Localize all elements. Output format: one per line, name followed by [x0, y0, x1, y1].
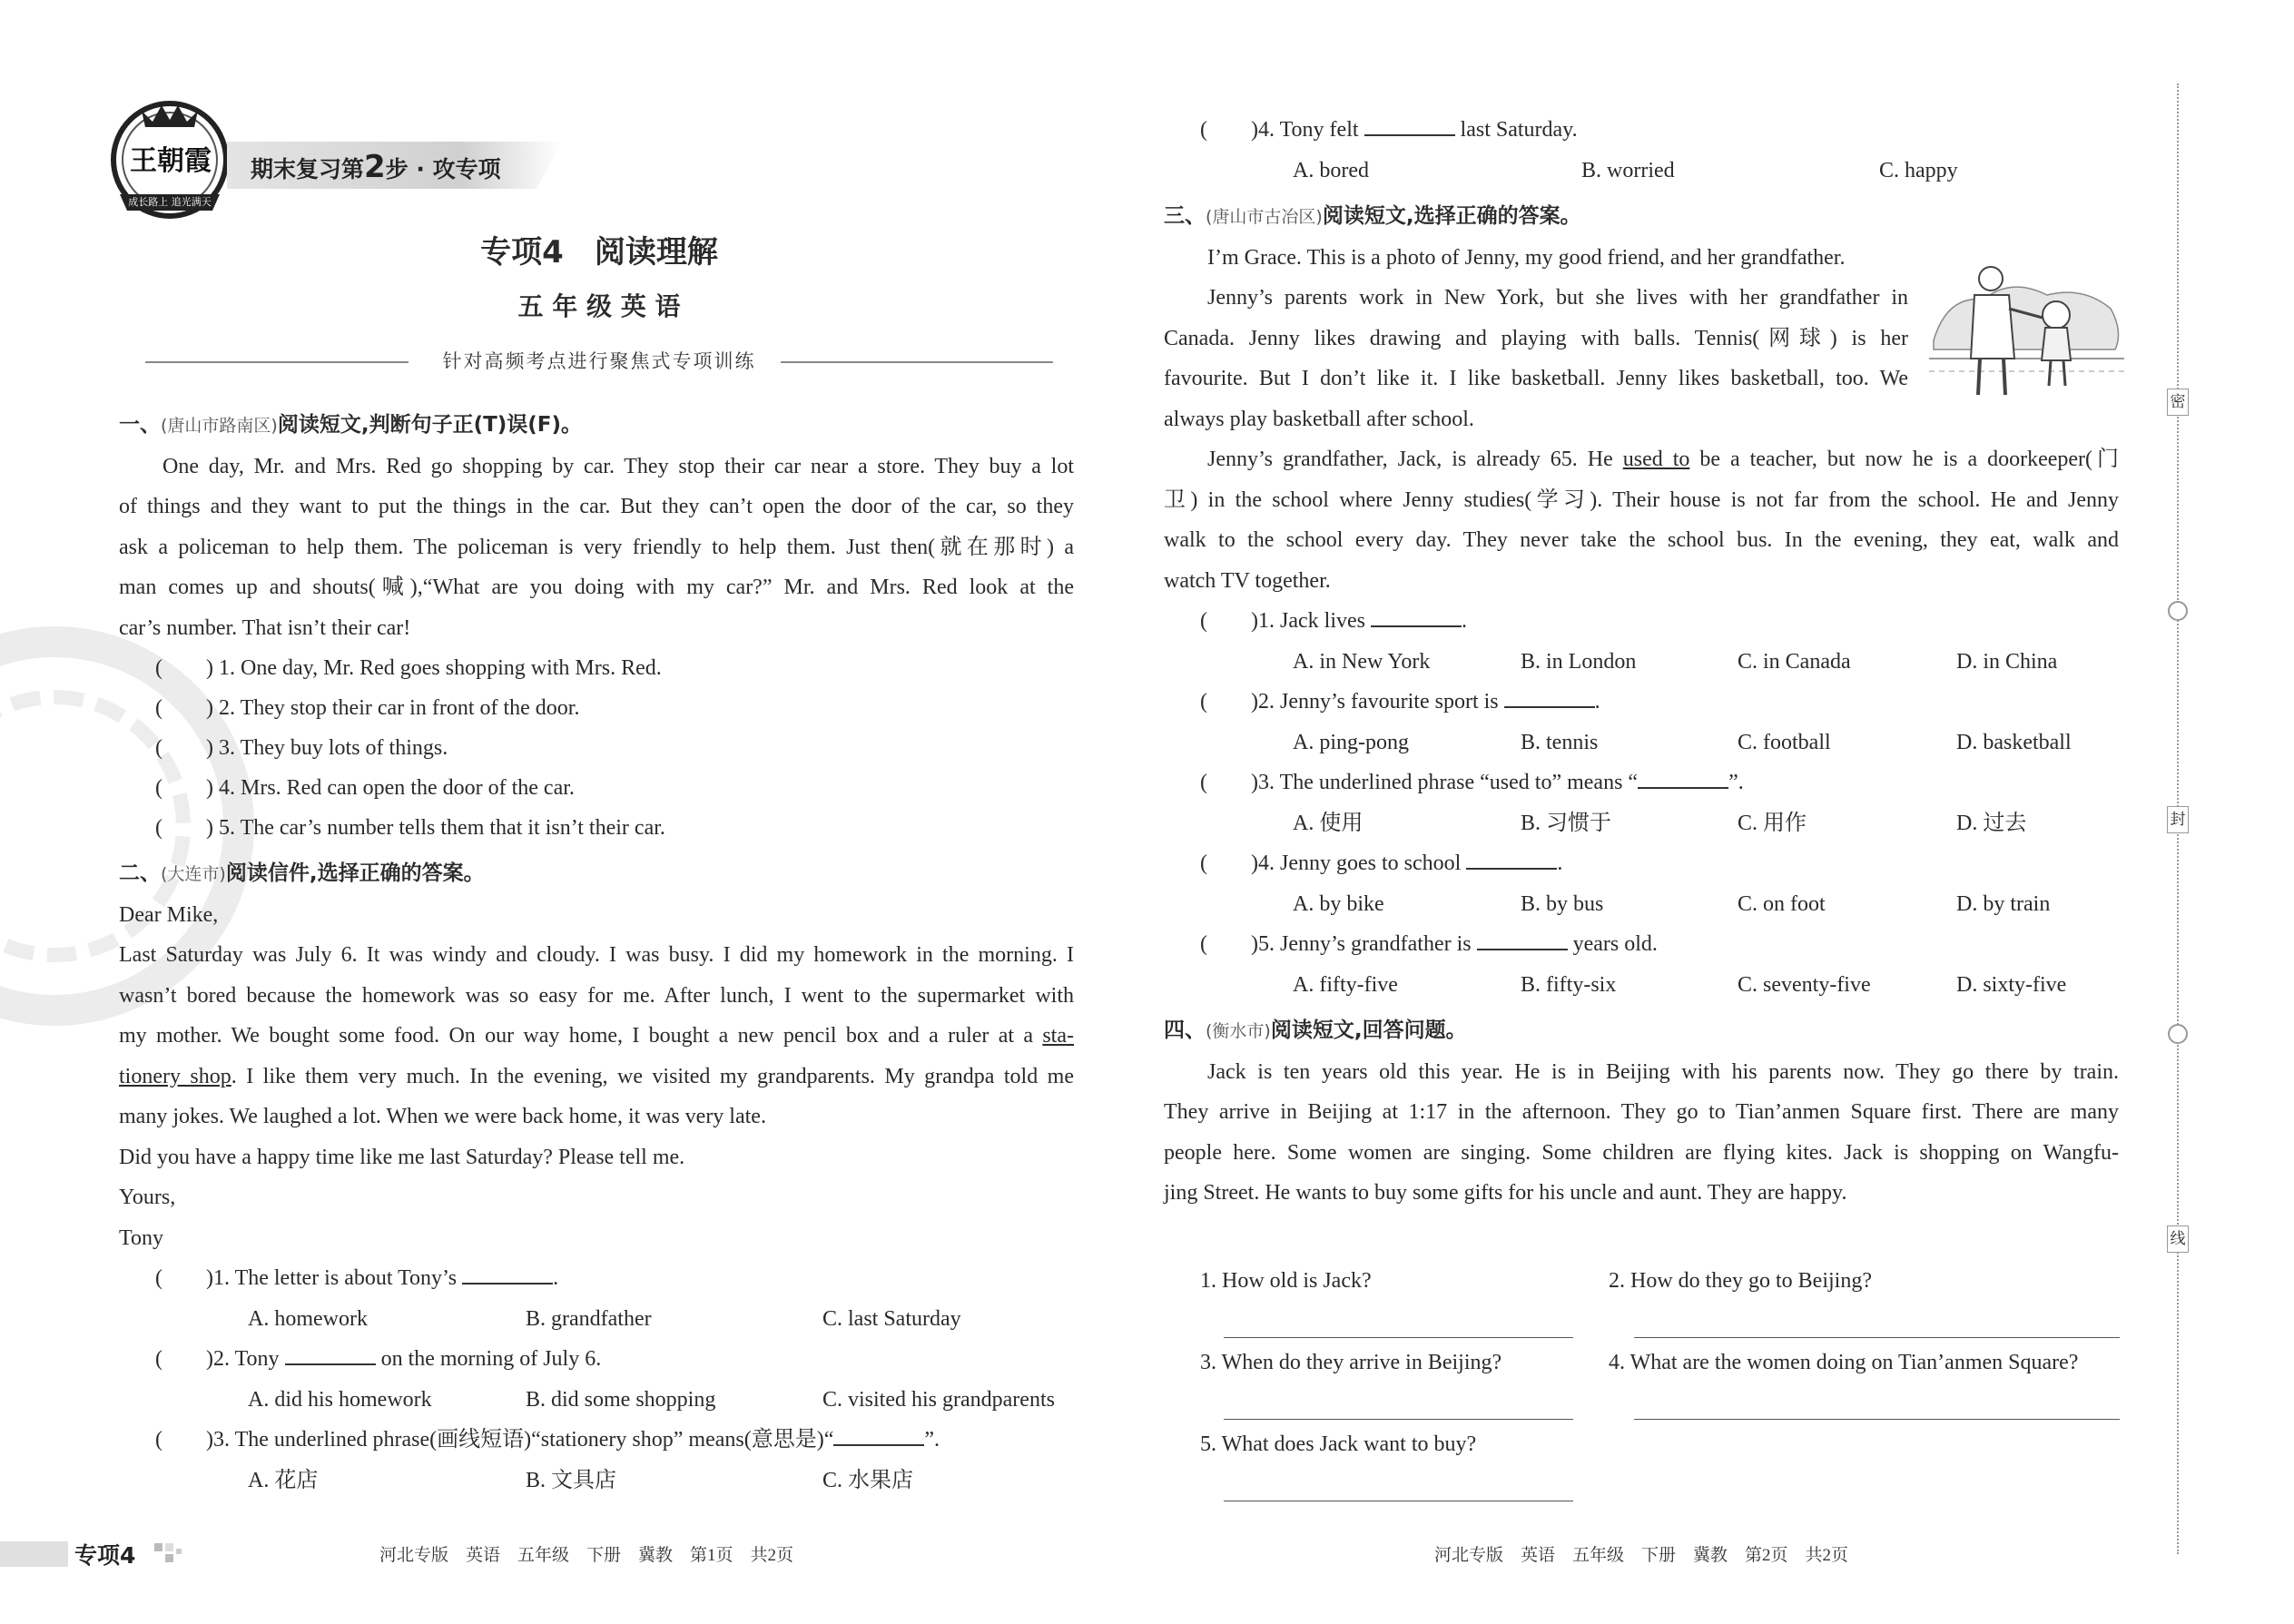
letter-line: Did you have a happy time like me last Saturday? Please tell me.	[119, 1145, 685, 1169]
option[interactable]: C. football	[1738, 730, 1831, 754]
option[interactable]: D. in China	[1956, 649, 2058, 674]
option[interactable]: B. did some shopping	[526, 1387, 716, 1412]
section3-passage-line: favourite. But I don’t like it. I like basketball. Jenny likes basketball, too. We	[1164, 367, 1908, 390]
option[interactable]: B. in London	[1521, 649, 1637, 674]
option[interactable]: A. fifty-five	[1293, 972, 1398, 997]
section1-passage-line: man comes up and shouts(喊),“What are you doing with my car?” Mr. and Mrs. Red look at the	[119, 576, 1074, 599]
option[interactable]: C. visited his grandparents	[822, 1387, 1055, 1412]
section2-question: ( ) 2. Tony on the morning of July 6.	[119, 1339, 1074, 1380]
section4-passage-line: jing Street. He wants to buy some gifts for his uncle and aunt. They are happy.	[1164, 1181, 1847, 1205]
letter-line: tionery shop. I like them very much. In the evening, we visited my grandparents. My grandpa told me	[119, 1064, 1074, 1088]
grandfather-girl-icon	[1929, 259, 2124, 404]
option[interactable]: D. basketball	[1956, 730, 2072, 754]
footer-bar	[0, 1541, 68, 1567]
section1-passage-line: of things and they want to put the things in the car. But they can’t open the door of the car, so they	[119, 495, 1074, 518]
option[interactable]: A. homework	[248, 1306, 368, 1331]
answer-paren[interactable]: ( )	[155, 776, 213, 800]
option[interactable]: B. grandfather	[526, 1306, 652, 1331]
letter-greeting: Dear Mike,	[119, 902, 219, 927]
answer-blank[interactable]	[833, 1422, 924, 1446]
section4-question: 5. What does Jack want to buy?	[1200, 1432, 1477, 1456]
section3-question: ( ) 5. Jenny’s grandfather is years old.	[1164, 924, 2119, 965]
section4-question: 3. When do they arrive in Beijing?	[1200, 1351, 1502, 1374]
option[interactable]: A. did his homework	[248, 1387, 432, 1412]
section1-question: ( ) 1. One day, Mr. Red goes shopping with Mrs. Red.	[119, 648, 1074, 688]
underlined-phrase: sta-	[1042, 1024, 1074, 1048]
section3-passage-line: Jenny’s grandfather, Jack, is already 65. He used to be a teacher, but now he is a doorkeeper(门	[1207, 448, 2119, 471]
section3-passage-line: Jenny’s parents work in New York, but she lives with her grandfather in	[1207, 286, 1908, 310]
footer-squares-icon	[154, 1543, 182, 1567]
option[interactable]: B. 文具店	[526, 1468, 617, 1492]
logo-text: 王朝霞	[130, 145, 212, 177]
binding-char: 密	[2167, 389, 2189, 416]
option[interactable]: D. by train	[1956, 891, 2051, 916]
footer-right: 河北专版 英语 五年级 下册 冀教 第2页 共2页	[1434, 1546, 1849, 1565]
answer-line[interactable]	[1224, 1419, 1573, 1420]
option[interactable]: C. 用作	[1738, 811, 1807, 835]
option[interactable]: A. bored	[1293, 158, 1369, 182]
section4-question: 4. What are the women doing on Tian’anmen Square?	[1609, 1351, 2079, 1374]
answer-line[interactable]	[1224, 1337, 1573, 1338]
option[interactable]: B. by bus	[1521, 891, 1604, 916]
page-subtitle: 五 年 级 英 语	[517, 291, 681, 321]
letter-closing: Yours,	[119, 1186, 176, 1209]
answer-blank[interactable]	[1466, 846, 1557, 870]
answer-blank[interactable]	[462, 1261, 553, 1284]
binding-hole-icon	[2168, 601, 2188, 621]
letter-line: wasn’t bored because the homework was so easy for me. After lunch, I went to the supermarket with	[119, 983, 1074, 1008]
section3-options	[1164, 965, 2119, 1006]
section4-question: 2. How do they go to Beijing?	[1609, 1269, 1872, 1293]
answer-line[interactable]	[1634, 1337, 2120, 1338]
answer-paren[interactable]: ( )	[155, 696, 213, 720]
section1-question: ( ) 3. They buy lots of things.	[119, 728, 1074, 768]
option[interactable]: B. fifty-six	[1521, 972, 1617, 997]
answer-paren[interactable]: ( )	[1200, 932, 1258, 956]
answer-paren[interactable]: ( )	[1200, 851, 1258, 875]
left-column	[119, 405, 1074, 1501]
option[interactable]: C. in Canada	[1738, 649, 1851, 674]
section3-question: ( ) 4. Jenny goes to school .	[1164, 843, 2119, 884]
option[interactable]: A. 花店	[248, 1468, 319, 1492]
answer-blank[interactable]	[285, 1342, 376, 1365]
option[interactable]: B. tennis	[1521, 730, 1599, 754]
binding-char: 线	[2167, 1225, 2189, 1253]
section1-passage-line: car’s number. That isn’t their car!	[119, 615, 411, 640]
section3-passage-line: walk to the school every day. They never take the school bus. In the evening, they eat, walk and	[1164, 528, 2119, 552]
letter-signature: Tony	[119, 1225, 163, 1250]
answer-line[interactable]	[1634, 1419, 2120, 1420]
letter-line: my mother. We bought some food. On our way home, I bought a new pencil box and a ruler at a sta-	[119, 1024, 1074, 1048]
section2-options	[119, 1299, 1074, 1340]
tagline-divider-right	[781, 361, 1053, 363]
section4-passage-line: Jack is ten years old this year. He is in Beijing with his parents now. They go there by train.	[1207, 1059, 2119, 1084]
section3-options	[1164, 642, 2119, 683]
section1-question: ( ) 2. They stop their car in front of the door.	[119, 688, 1074, 728]
grandfather-girl-illustration	[1929, 259, 2124, 404]
section3-question: ( ) 3. The underlined phrase “used to” means “ ”.	[1164, 763, 2119, 803]
answer-paren[interactable]: ( )	[155, 736, 213, 760]
section4-passage-line: They arrive in Beijing at 1:17 in the afternoon. They go to Tian’anmen Square first. There are many	[1164, 1100, 2119, 1124]
section1-question: ( ) 5. The car’s number tells them that it isn’t their car.	[119, 808, 1074, 848]
header-banner-text: 期末复习第2步 · 攻专项	[251, 149, 501, 185]
option[interactable]: A. ping-pong	[1293, 730, 1409, 754]
section4-question: 1. How old is Jack?	[1200, 1269, 1372, 1293]
answer-paren[interactable]: ( )	[155, 656, 213, 680]
footer-badge: 专项4	[74, 1542, 136, 1569]
section3-options	[1164, 723, 2119, 763]
answer-paren[interactable]: ( )	[1200, 609, 1258, 633]
section3-passage-line: watch TV together.	[1164, 568, 1331, 593]
footer-left: 河北专版 英语 五年级 下册 冀教 第1页 共2页	[379, 1546, 794, 1565]
answer-blank[interactable]	[1477, 927, 1568, 950]
page-title: 专项4 阅读理解	[480, 234, 718, 271]
option[interactable]: A. by bike	[1293, 891, 1384, 916]
section4-passage-line: people here. Some women are singing. Some children are flying kites. Jack is shopping on Wangfu-	[1164, 1140, 2119, 1165]
answer-paren[interactable]: ( )	[155, 816, 213, 840]
letter-line: many jokes. We laughed a lot. When we were back home, it was very late.	[119, 1105, 766, 1128]
answer-blank[interactable]	[1364, 113, 1455, 136]
option[interactable]: C. last Saturday	[822, 1306, 961, 1331]
section3-passage-line: 卫) in the school where Jenny studies(学习). Their house is not far from the school. He and Jenny	[1164, 487, 2119, 512]
section2-question: ( ) 4. Tony felt last Saturday.	[1164, 110, 2119, 151]
option[interactable]: D. sixty-five	[1956, 972, 2067, 997]
answer-paren[interactable]: ( )	[155, 1266, 213, 1290]
binding-hole-icon	[2168, 1024, 2188, 1044]
answer-blank[interactable]	[1504, 684, 1595, 708]
underlined-phrase: used to	[1622, 448, 1690, 471]
section3-passage-line: I’m Grace. This is a photo of Jenny, my good friend, and her grandfather.	[1207, 245, 1846, 270]
section2-heading: 二、(大连市)阅读信件,选择正确的答案。	[119, 861, 485, 885]
binding-char: 封	[2167, 806, 2189, 833]
option[interactable]: A. in New York	[1293, 649, 1431, 674]
option[interactable]: A. 使用	[1293, 811, 1364, 835]
section3-passage-line: Canada. Jenny likes drawing and playing with balls. Tennis(网球) is her	[1164, 326, 1908, 350]
answer-paren[interactable]: ( )	[155, 1428, 213, 1452]
section1-passage-line: ask a policeman to help them. The policeman is very friendly to help them. Just then(就在那时) a	[119, 535, 1074, 559]
answer-blank[interactable]	[1371, 604, 1462, 627]
answer-paren[interactable]: ( )	[1200, 771, 1258, 794]
option[interactable]: C. happy	[1879, 158, 1958, 182]
option[interactable]: B. worried	[1581, 158, 1675, 182]
section3-passage-line: always play basketball after school.	[1164, 407, 1474, 431]
letter-line: Last Saturday was July 6. It was windy and cloudy. I was busy. I did my homework in the morning. I	[119, 943, 1074, 967]
underlined-phrase: tionery shop	[119, 1064, 231, 1088]
section2-question: ( ) 3. The underlined phrase(画线短语)“stationery shop” means(意思是)“ ”.	[119, 1420, 1074, 1461]
option[interactable]: C. seventy-five	[1738, 972, 1871, 997]
section2-options	[119, 1380, 1074, 1421]
option[interactable]: C. on foot	[1738, 891, 1826, 916]
section2-options	[1164, 151, 2119, 192]
section1-passage-line: One day, Mr. and Mrs. Red go shopping by car. They stop their car near a store. They buy a lot	[162, 454, 1074, 478]
section4-heading: 四、(衡水市)阅读短文,回答问题。	[1164, 1019, 1467, 1042]
answer-paren[interactable]: ( )	[155, 1347, 213, 1371]
option[interactable]: B. 习惯于	[1521, 811, 1612, 835]
section2-options	[119, 1461, 1074, 1501]
section3-heading: 三、(唐山市古冶区)阅读短文,选择正确的答案。	[1164, 204, 1581, 228]
section3-question: ( ) 1. Jack lives .	[1164, 601, 2119, 642]
answer-paren[interactable]: ( )	[1200, 690, 1258, 714]
option[interactable]: C. 水果店	[822, 1468, 914, 1492]
option[interactable]: D. 过去	[1956, 811, 2027, 835]
section1-heading: 一、(唐山市路南区)阅读短文,判断句子正(T)误(F)。	[119, 413, 583, 437]
answer-blank[interactable]	[1638, 765, 1728, 789]
section3-options	[1164, 884, 2119, 925]
logo-subtext: 成长路上 追光满天	[128, 196, 212, 208]
section1-question: ( ) 4. Mrs. Red can open the door of the car.	[119, 768, 1074, 808]
tagline: 针对高频考点进行聚焦式专项训练	[442, 350, 756, 372]
section3-question: ( ) 2. Jenny’s favourite sport is .	[1164, 682, 2119, 723]
section3-options	[1164, 803, 2119, 844]
section2-question: ( ) 1. The letter is about Tony’s .	[119, 1258, 1074, 1299]
answer-paren[interactable]: ( )	[1200, 118, 1258, 142]
tagline-divider-left	[145, 361, 409, 363]
